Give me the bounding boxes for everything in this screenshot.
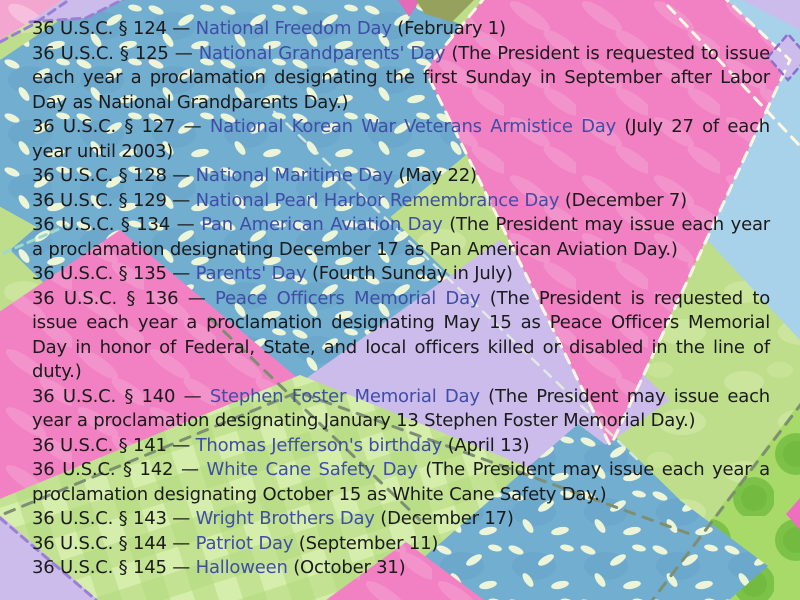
holiday-link[interactable]: Pan American Aviation Day [201, 214, 443, 235]
statute-detail: (The President may issue each year a proclamation designating December 17 as Pan American Aviation Day.) [32, 214, 770, 260]
statute-citation: 36 U.S.C. § 129 — [32, 189, 196, 211]
statute-detail: (December 17) [374, 508, 514, 529]
statute-entry [32, 213, 770, 262]
statute-citation: 36 U.S.C. § 134 — [32, 214, 202, 235]
statute-citation: 36 U.S.C. § 142 — [32, 459, 207, 480]
statute-citation: 36 U.S.C. § 135 — [32, 263, 196, 284]
statute-citation: 36 U.S.C. § 128 — [32, 165, 196, 186]
holiday-link[interactable]: National Maritime Day [195, 165, 394, 186]
statute-citation: 36 U.S.C. § 143 — [32, 508, 196, 529]
statute-detail: (The President is requested to issue each year a proclamation designating the first Sunday in September after Labor Day as National Grandparents Day.) [32, 42, 770, 113]
statute-detail: (May 22) [393, 165, 477, 186]
statute-entry [32, 507, 770, 532]
statute-citation: 36 U.S.C. § 141 — [32, 434, 196, 456]
statute-detail: (The President may issue each year a proclamation designating January 13 Stephen Foster Memorial Day.) [32, 385, 770, 431]
statute-citation: 36 U.S.C. § 144 — [32, 532, 196, 554]
statute-detail: (September 11) [293, 532, 439, 554]
statute-entry [32, 164, 770, 189]
statute-entry [32, 287, 770, 385]
holiday-link[interactable]: National Pearl Harbor Remembrance Day [195, 189, 560, 211]
statute-detail: (February 1) [391, 18, 506, 39]
statute-citation: 36 U.S.C. § 145 — [32, 557, 196, 578]
statute-entry [32, 17, 770, 42]
statute-entry [32, 385, 770, 434]
holiday-link[interactable]: National Korean War Veterans Armistice Day [209, 116, 617, 137]
statute-citation: 36 U.S.C. § 125 — [32, 42, 199, 64]
holiday-link[interactable]: Patriot Day [195, 532, 294, 554]
statute-detail: (The President may issue each year a proclamation designating October 15 as White Cane Safety Day.) [32, 459, 770, 505]
statute-entry [32, 42, 770, 116]
holiday-link[interactable]: Halloween [195, 557, 288, 578]
statute-entry [32, 434, 770, 459]
statute-citation: 36 U.S.C. § 124 — [32, 18, 196, 39]
statute-detail: (July 27 of each year until 2003) [32, 116, 771, 162]
statute-entry [32, 262, 770, 287]
statute-detail: (Fourth Sunday in July) [306, 263, 513, 284]
holiday-link[interactable]: National Freedom Day [195, 18, 392, 39]
holiday-link[interactable]: Peace Officers Memorial Day [214, 287, 481, 309]
statute-entry [32, 115, 770, 164]
statute-detail: (December 7) [559, 189, 688, 211]
statute-entry [32, 189, 770, 214]
statute-detail: (April 13) [442, 434, 530, 456]
holiday-link[interactable]: Thomas Jefferson's birthday [195, 434, 443, 456]
statute-detail: (October 31) [287, 557, 406, 578]
holiday-link[interactable]: Wright Brothers Day [195, 508, 375, 529]
statute-entry [32, 556, 770, 581]
holiday-link[interactable]: Stephen Foster Memorial Day [209, 385, 480, 407]
holiday-link[interactable]: Parents' Day [195, 263, 307, 284]
statute-citation: 36 U.S.C. § 127 — [32, 116, 210, 137]
statute-entry [32, 532, 770, 557]
statute-citation: 36 U.S.C. § 140 — [32, 385, 210, 407]
statute-citation: 36 U.S.C. § 136 — [32, 287, 215, 309]
holiday-link[interactable]: White Cane Safety Day [206, 459, 418, 480]
statute-entry [32, 458, 770, 507]
statute-detail: (The President is requested to issue each year a proclamation designating May 15 as Peace Officers Memorial Day in honor of Federal, State, and local officers killed or disabled in the line of duty.) [32, 287, 771, 382]
holiday-link[interactable]: National Grandparents' Day [198, 42, 446, 64]
